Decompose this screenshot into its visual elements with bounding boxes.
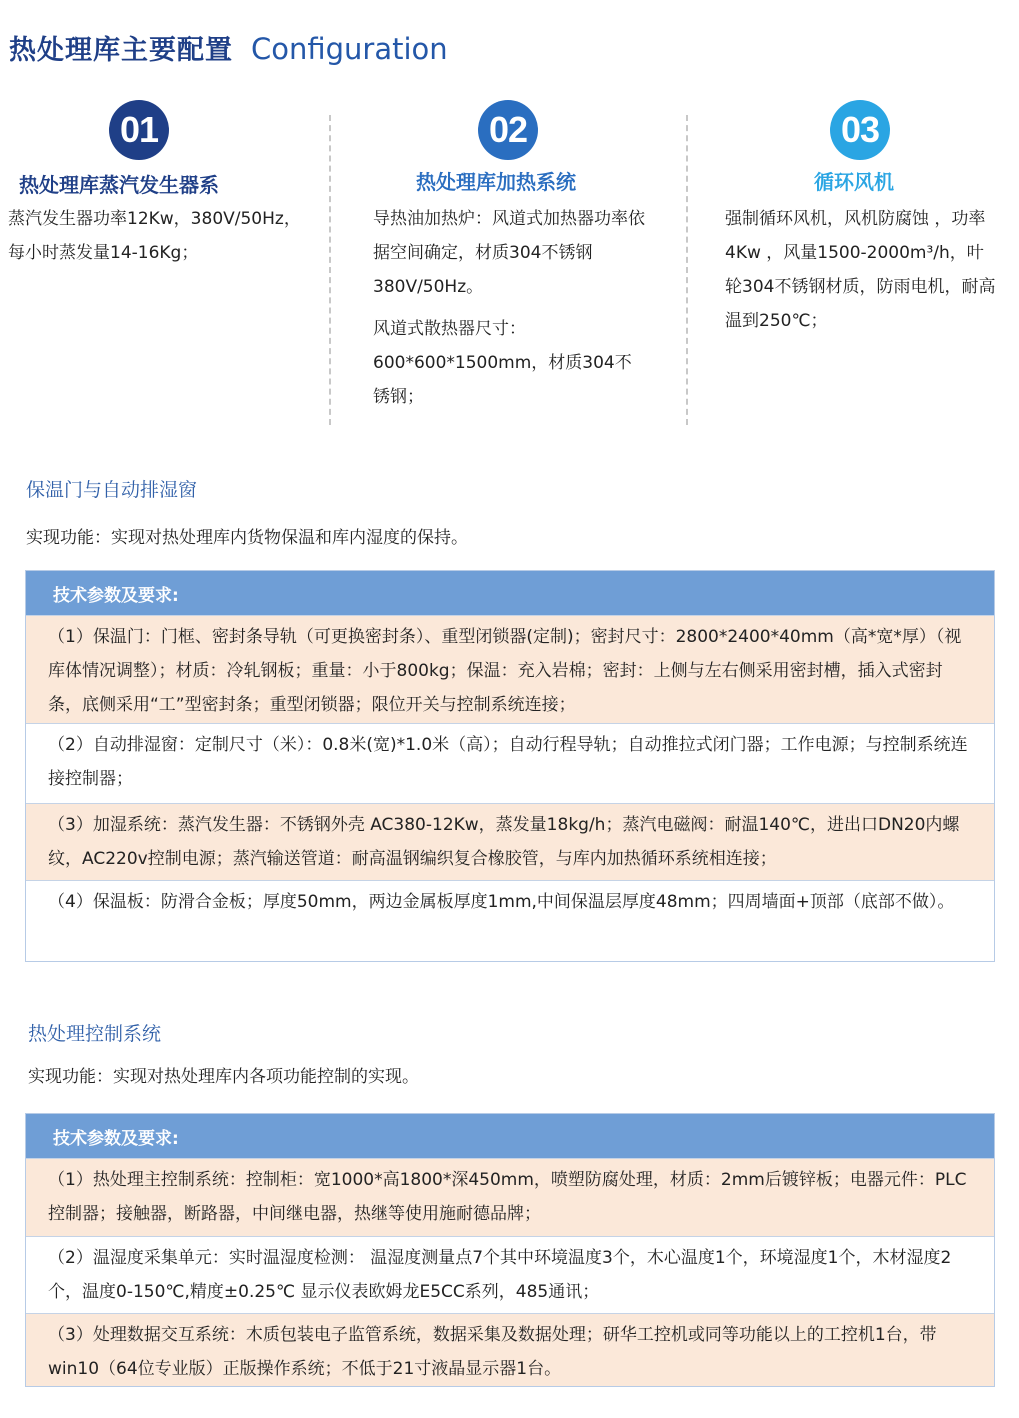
param-row: （1）保温门：门框、密封条导轨（可更换密封条）、重型闭锁器(定制)；密封尺寸：2800*2400*40mm（高*宽*厚）（视库体情况调整）；材质：冷轧钢板；重量：小于800kg；保温：充入岩棉；密封：上侧与左右侧采用密封槽，插入式密封条，底侧采用“工”型密封条；重型闭锁器；限位开关与控制系统连接； [26, 615, 994, 723]
param-row: （2）自动排湿窗：定制尺寸（米）：0.8米(宽)*1.0米（高）；自动行程导轨；自动推拉式闭门器；工作电源；与控制系统连接控制器； [26, 723, 994, 803]
param-row: （3）处理数据交互系统：木质包装电子监管系统，数据采集及数据处理；研华工控机或同等功能以上的工控机1台，带win10（64位专业版）正版操作系统；不低于21寸液晶显示器1台。 [26, 1313, 994, 1386]
param-table [25, 1113, 995, 1387]
column-divider [686, 115, 688, 425]
badge-02: 02 [478, 100, 538, 160]
param-row: （3）加湿系统：蒸汽发生器：不锈钢外壳 AC380-12Kw，蒸发量18kg/h；蒸汽电磁阀：耐温140℃，进出口DN20内螺纹，AC220v控制电源；蒸汽输送管道：耐高温钢编织复合橡胶管，与库内加热循环系统相连接； [26, 803, 994, 880]
column-text: 强制循环风机，风机防腐蚀 ，功率4Kw ，风量1500-2000m³/h，叶轮304不锈钢材质，防雨电机，耐高温到250℃； [725, 209, 996, 331]
section-function: 实现功能：实现对热处理库内货物保温和库内湿度的保持。 [26, 528, 468, 548]
column-divider [329, 115, 331, 425]
section-function: 实现功能：实现对热处理库内各项功能控制的实现。 [28, 1067, 419, 1087]
column-title: 热处理库蒸汽发生器系 [19, 173, 219, 197]
param-row: （2）温湿度采集单元：实时温湿度检测： 温湿度测量点7个其中环境温度3个，木心温度1个，环境湿度1个，木材湿度2个，温度0-150℃,精度±0.25℃ 显示仪表欧姆龙E5CC系列，485通讯； [26, 1236, 994, 1313]
badge-01: 01 [109, 100, 169, 160]
param-table [25, 570, 995, 962]
column-text: 导热油加热炉：风道式加热器功率依据空间确定，材质304不锈钢380V/50Hz。 [373, 209, 645, 297]
param-header: 技术参数及要求: [26, 571, 994, 615]
param-row: （4）保温板：防滑合金板；厚度50mm，两边金属板厚度1mm,中间保温层厚度48mm；四周墙面+顶部（底部不做）。 [26, 880, 994, 961]
column-title: 热处理库加热系统 [416, 170, 576, 194]
page-title-zh: 热处理库主要配置 [9, 35, 233, 66]
page-title-en: Configuration [251, 32, 448, 66]
badge-03: 03 [830, 100, 890, 160]
column-title: 循环风机 [814, 170, 894, 194]
column-text: 蒸汽发生器功率12Kw，380V/50Hz，每小时蒸发量14-16Kg； [8, 209, 301, 263]
section-title: 保温门与自动排湿窗 [26, 479, 198, 501]
page-title [9, 28, 448, 68]
param-header: 技术参数及要求: [26, 1114, 994, 1158]
column-text: 风道式散热器尺寸：600*600*1500mm，材质304不锈钢； [373, 319, 632, 407]
section-title: 热处理控制系统 [28, 1023, 162, 1045]
param-row: （1）热处理主控制系统：控制柜：宽1000*高1800*深450mm，喷塑防腐处理，材质：2mm后镀锌板；电器元件：PLC控制器；接触器，断路器，中间继电器，热继等使用施耐德品牌； [26, 1158, 994, 1236]
